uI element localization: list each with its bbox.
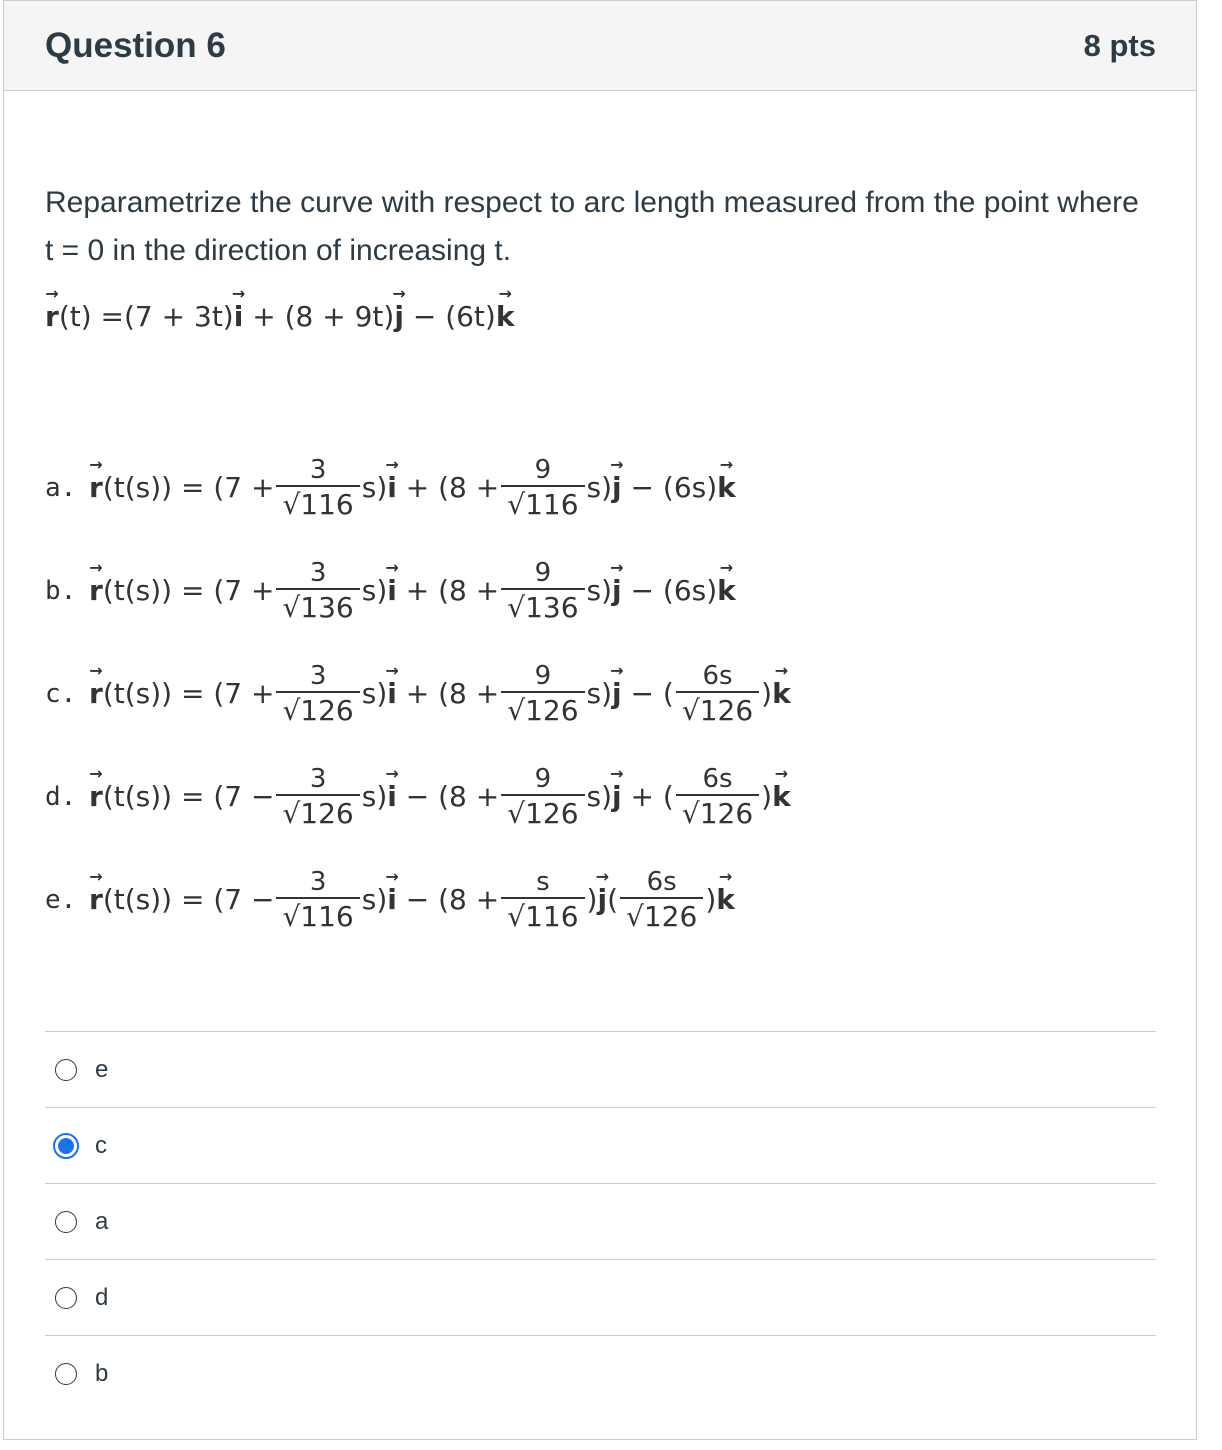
sqrt-arg: 126 [525, 796, 579, 830]
fraction [276, 455, 359, 521]
fraction-den: √126 [501, 691, 584, 727]
opt-seg: ) [586, 883, 598, 916]
option-letter: d. [45, 781, 77, 812]
opt-seg: − (8 + [396, 883, 500, 916]
opt-seg: s) [586, 780, 613, 813]
unit-j: j → [597, 883, 607, 916]
option-list [45, 436, 1156, 951]
unit-i: i → [387, 677, 397, 710]
fraction [501, 764, 584, 830]
fraction-num: 3 [309, 763, 327, 794]
option-letter: b. [45, 575, 77, 606]
radio-button[interactable] [55, 1211, 77, 1233]
answer-choices [45, 1031, 1156, 1411]
opt-seg: s) [586, 677, 613, 710]
unit-j: j → [612, 471, 622, 504]
vector-r: r → [89, 574, 103, 607]
unit-k: k → [496, 300, 515, 333]
opt-seg: + (8 + [396, 471, 500, 504]
unit-k: k → [717, 471, 736, 504]
opt-lhs: (t(s)) = (7 + [102, 471, 275, 504]
answer-label[interactable]: d [95, 1283, 109, 1311]
unit-j: j → [394, 300, 404, 333]
option-a [45, 436, 1156, 539]
opt-seg: − (6s) [621, 574, 718, 607]
unit-j: j → [612, 780, 622, 813]
fraction-den: √126 [676, 794, 759, 830]
option-letter: e. [45, 884, 77, 915]
fraction [276, 661, 359, 727]
sqrt-arg: 126 [300, 796, 354, 830]
vector-r: r → [45, 300, 59, 333]
unit-i: i → [234, 300, 244, 333]
option-d [45, 745, 1156, 848]
option-c [45, 642, 1156, 745]
opt-seg: − (8 + [396, 780, 500, 813]
opt-seg: + (8 + [396, 574, 500, 607]
fraction-num: 6s [702, 660, 733, 691]
unit-i: i → [387, 883, 397, 916]
opt-seg: s) [361, 883, 388, 916]
sqrt-arg: 116 [525, 487, 579, 521]
unit-j: j → [612, 677, 622, 710]
sqrt-arg: 116 [525, 899, 579, 933]
sqrt-arg: 126 [699, 693, 754, 727]
opt-lhs: (t(s)) = (7 + [102, 574, 275, 607]
fraction-den: √126 [276, 691, 359, 727]
fraction-num: 3 [309, 660, 327, 691]
answer-choice-e[interactable] [45, 1031, 1156, 1107]
answer-choice-b[interactable] [45, 1335, 1156, 1411]
question-card [3, 0, 1197, 1440]
answer-label[interactable]: c [95, 1131, 107, 1159]
unit-i: i → [387, 780, 397, 813]
fraction-num: 9 [534, 660, 552, 691]
fraction [676, 764, 759, 830]
opt-seg: ) [705, 883, 717, 916]
answer-label[interactable]: b [95, 1359, 109, 1387]
fraction-den: √126 [501, 794, 584, 830]
unit-i: i → [387, 471, 397, 504]
fraction-den: √116 [276, 485, 359, 521]
answer-choice-c[interactable] [45, 1107, 1156, 1183]
unit-j: j → [612, 574, 622, 607]
vector-r: r → [89, 471, 103, 504]
radio-button[interactable] [55, 1287, 77, 1309]
fraction [276, 867, 359, 933]
fraction [501, 661, 584, 727]
fraction-den: √136 [276, 588, 359, 624]
opt-lhs: (t(s)) = (7 − [102, 780, 275, 813]
eq-part3: (6t) [445, 299, 496, 333]
fraction-num: 6s [702, 763, 733, 794]
question-title: Question 6 [45, 25, 226, 65]
curve-equation [45, 291, 1156, 341]
radio-button[interactable] [55, 1363, 77, 1385]
opt-seg: ) [761, 677, 773, 710]
fraction [276, 764, 359, 830]
sqrt-arg: 136 [300, 590, 354, 624]
fraction [501, 455, 584, 521]
fraction-num: 9 [534, 557, 552, 588]
sqrt-arg: 116 [300, 487, 354, 521]
fraction [276, 558, 359, 624]
answer-choice-d[interactable] [45, 1259, 1156, 1335]
sqrt-arg: 126 [525, 693, 579, 727]
sqrt-arg: 126 [643, 899, 698, 933]
opt-seg: s) [586, 471, 613, 504]
radio-button-selected[interactable] [53, 1133, 79, 1159]
option-letter: a. [45, 472, 77, 503]
opt-seg: s) [586, 574, 613, 607]
fraction-num: 6s [646, 866, 677, 897]
unit-i: i → [387, 574, 397, 607]
answer-label[interactable]: e [95, 1055, 109, 1083]
vector-r: r → [89, 883, 103, 916]
opt-seg: s) [361, 471, 388, 504]
sqrt-arg: 116 [300, 899, 354, 933]
option-letter: c. [45, 678, 77, 709]
opt-lhs: (t(s)) = (7 + [102, 677, 275, 710]
radio-button[interactable] [55, 1059, 77, 1081]
question-points: 8 pts [1083, 27, 1156, 63]
eq-plus: + [243, 299, 285, 333]
opt-seg: + ( [621, 780, 674, 813]
answer-label[interactable]: a [95, 1207, 109, 1235]
fraction [676, 661, 759, 727]
fraction-num: s [536, 866, 550, 897]
fraction-den: √116 [276, 897, 359, 933]
opt-seg: − ( [621, 677, 674, 710]
answer-choice-a[interactable] [45, 1183, 1156, 1259]
opt-lhs: (t(s)) = (7 − [102, 883, 275, 916]
sqrt-arg: 136 [525, 590, 579, 624]
unit-k: k → [772, 780, 791, 813]
radio-dot [58, 1138, 74, 1154]
fraction-den: √136 [501, 588, 584, 624]
opt-seg: ) [761, 780, 773, 813]
option-e [45, 848, 1156, 951]
fraction-den: √126 [276, 794, 359, 830]
eq-lhs: (t) = [58, 299, 124, 333]
unit-k: k → [717, 574, 736, 607]
opt-seg: s) [361, 574, 388, 607]
option-b [45, 539, 1156, 642]
opt-seg: s) [361, 677, 388, 710]
eq-minus: − [403, 299, 446, 333]
vector-r: r → [89, 780, 103, 813]
fraction-num: 9 [534, 763, 552, 794]
question-header [4, 1, 1196, 91]
vector-r: r → [89, 677, 103, 710]
eq-part2: (8 + 9t) [284, 299, 395, 333]
fraction-num: 3 [309, 454, 327, 485]
fraction [501, 867, 584, 933]
fraction [620, 867, 703, 933]
opt-seg: − (6s) [621, 471, 718, 504]
fraction-den: √116 [501, 485, 584, 521]
sqrt-arg: 126 [699, 796, 754, 830]
fraction [501, 558, 584, 624]
fraction-den: √126 [676, 691, 759, 727]
unit-k: k → [716, 883, 735, 916]
question-prompt: Reparametrize the curve with respect to arc length measured from the point where t = 0 in the direction of increasing t. [45, 186, 1139, 267]
unit-k: k → [772, 677, 791, 710]
opt-seg: ( [607, 883, 619, 916]
fraction-den: √126 [620, 897, 703, 933]
fraction-num: 3 [309, 557, 327, 588]
question-body [4, 179, 1196, 1411]
opt-seg: + (8 + [396, 677, 500, 710]
fraction-den: √116 [501, 897, 584, 933]
sqrt-arg: 126 [300, 693, 354, 727]
opt-seg: s) [361, 780, 388, 813]
fraction-num: 9 [534, 454, 552, 485]
fraction-num: 3 [309, 866, 327, 897]
eq-part1: (7 + 3t) [124, 299, 234, 333]
